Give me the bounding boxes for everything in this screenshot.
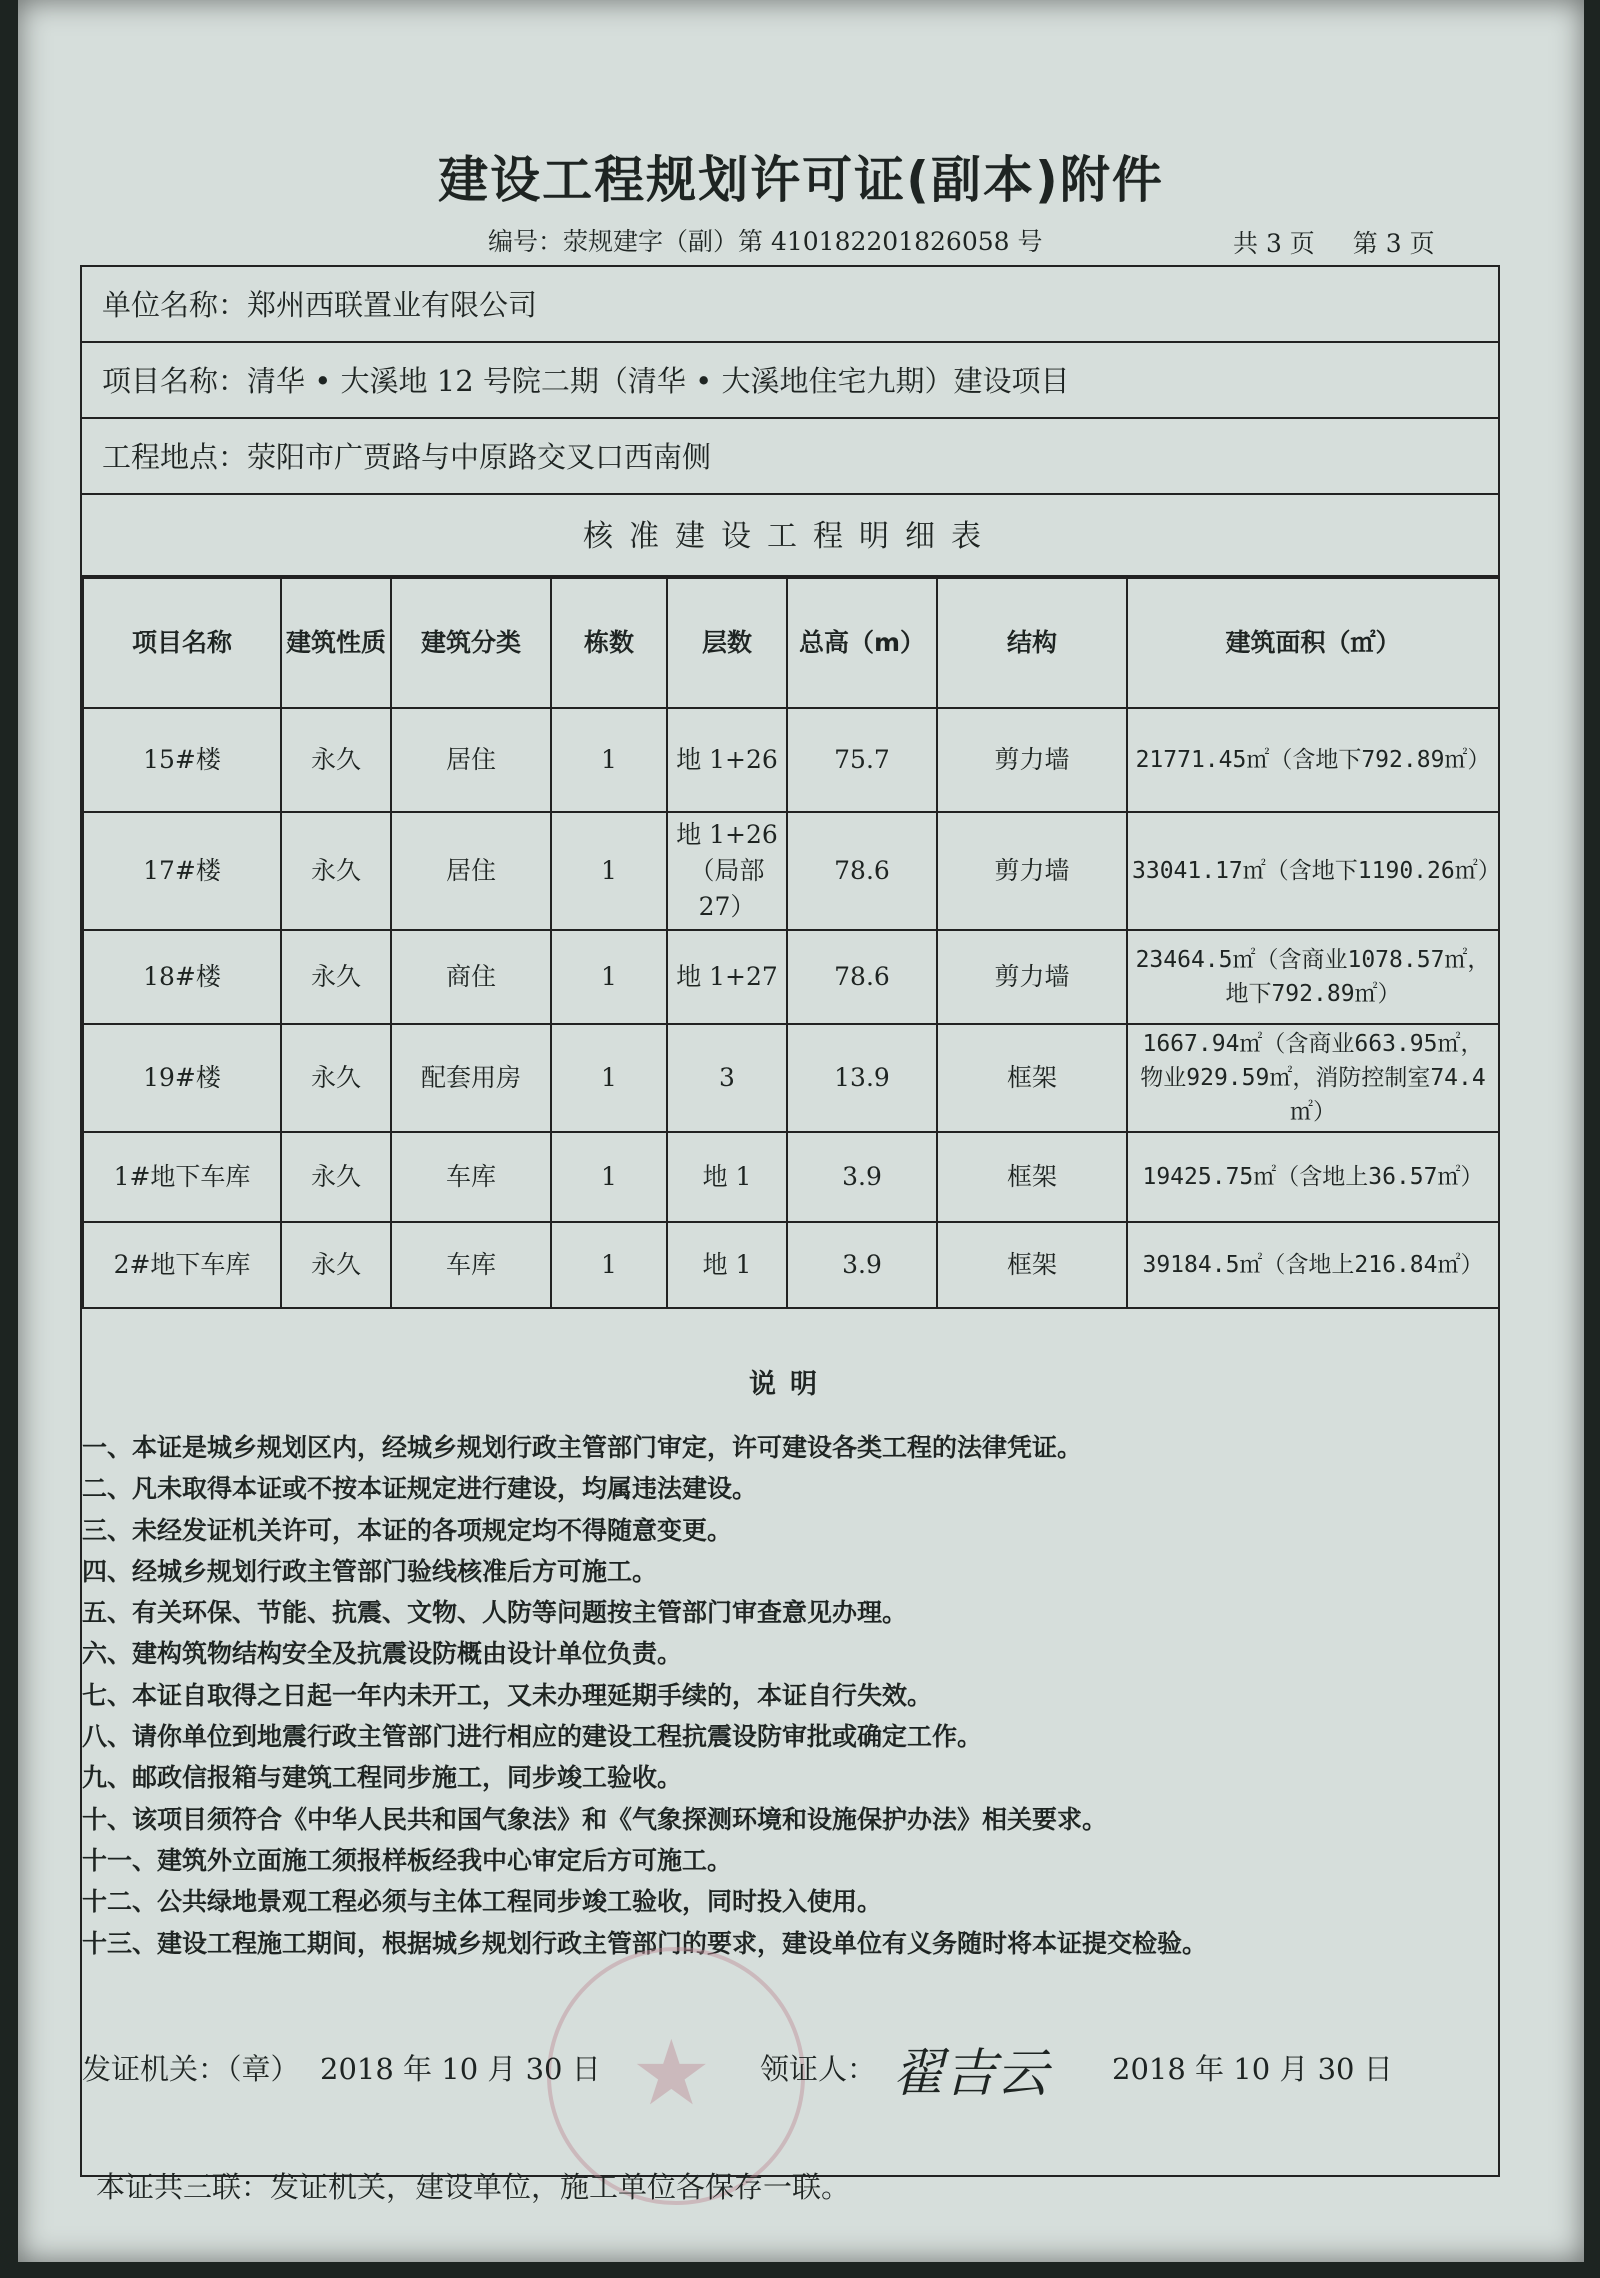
table-header-row (83, 578, 1499, 708)
cell-area: 19425.75㎡（含地上36.57㎡） (1127, 1132, 1499, 1222)
project-label: 项目名称： (102, 364, 248, 398)
notes-list (82, 1427, 1498, 1964)
cell-floors: 地 1 (667, 1132, 787, 1222)
document-page (18, 0, 1584, 2262)
list-item: 八、请你单位到地震行政主管部门进行相应的建设工程抗震设防审批或确定工作。 (82, 1722, 983, 1752)
list-item: 二、凡未取得本证或不按本证规定进行建设，均属违法建设。 (82, 1474, 758, 1504)
cell-floors: 地 1+26（局部27） (667, 812, 787, 930)
cell-name: 2#地下车库 (83, 1222, 281, 1308)
receiver-signature: 翟吉云 (892, 2044, 1049, 2104)
list-item: 四、经城乡规划行政主管部门验线核准后方可施工。 (82, 1556, 658, 1586)
header-project-name: 项目名称 (83, 578, 281, 708)
table-row (83, 1132, 1499, 1222)
permit-number: 编号：荥规建字（副）第 410182201826058 号 (488, 227, 1043, 256)
cell-structure: 框架 (937, 1222, 1127, 1308)
notes-title: 说明 (749, 1369, 831, 1400)
cell-area: 33041.17㎡（含地下1190.26㎡） (1127, 812, 1499, 930)
cell-name: 15#楼 (83, 708, 281, 812)
list-item: 五、有关环保、节能、抗震、文物、人防等问题按主管部门审查意见办理。 (82, 1598, 908, 1628)
cell-structure: 剪力墙 (937, 812, 1127, 930)
table-title: 核准建设工程明细表 (82, 497, 1498, 577)
cell-nature: 永久 (281, 812, 391, 930)
cell-count: 1 (551, 812, 667, 930)
cell-category: 车库 (391, 1132, 551, 1222)
cell-area: 21771.45㎡（含地下792.89㎡） (1127, 708, 1499, 812)
list-item: 九、邮政信报箱与建筑工程同步施工，同步竣工验收。 (82, 1763, 683, 1793)
cell-count: 1 (551, 930, 667, 1024)
cell-structure: 剪力墙 (937, 708, 1127, 812)
project-row (82, 343, 1498, 419)
cell-count: 1 (551, 1222, 667, 1308)
cell-structure: 框架 (937, 1024, 1127, 1132)
bottom-note: 本证共三联：发证机关，建设单位，施工单位各保存一联。 (96, 2170, 851, 2204)
table-row (83, 930, 1499, 1024)
cell-height: 78.6 (787, 812, 937, 930)
header-nature: 建筑性质 (281, 578, 391, 708)
cell-category: 商住 (391, 930, 551, 1024)
cell-count: 1 (551, 708, 667, 812)
cell-name: 19#楼 (83, 1024, 281, 1132)
receive-date: 2018 年 10 月 30 日 (1112, 2052, 1393, 2086)
cell-count: 1 (551, 1132, 667, 1222)
list-item: 一、本证是城乡规划区内，经城乡规划行政主管部门审定，许可建设各类工程的法律凭证。 (82, 1433, 1083, 1462)
list-item: 十一、建筑外立面施工须报样板经我中心审定后方可施工。 (82, 1845, 733, 1875)
location-row (82, 419, 1498, 495)
list-item: 十三、建设工程施工期间，根据城乡规划行政主管部门的要求，建设单位有义务随时将本证提交检验。 (82, 1928, 1208, 1958)
cell-height: 75.7 (787, 708, 937, 812)
cell-count: 1 (551, 1024, 667, 1132)
header-area: 建筑面积（㎡） (1127, 578, 1499, 708)
cell-height: 3.9 (787, 1222, 937, 1308)
list-item: 三、未经发证机关许可，本证的各项规定均不得随意变更。 (82, 1515, 733, 1545)
cell-height: 13.9 (787, 1024, 937, 1132)
unit-label: 单位名称： (102, 288, 248, 322)
document-title: 建设工程规划许可证(副本)附件 (438, 151, 1164, 209)
issue-footer (82, 2044, 1498, 2127)
cell-nature: 永久 (281, 708, 391, 812)
cell-category: 车库 (391, 1222, 551, 1308)
page-total: 共 3 页 (1233, 229, 1315, 258)
cell-floors: 地 1+27 (667, 930, 787, 1024)
location-value: 荥阳市广贾路与中原路交叉口西南侧 (247, 440, 712, 474)
cell-name: 1#地下车库 (83, 1132, 281, 1222)
issue-date: 2018 年 10 月 30 日 (320, 2052, 601, 2086)
cell-category: 配套用房 (391, 1024, 551, 1132)
cell-category: 居住 (391, 812, 551, 930)
cell-name: 18#楼 (83, 930, 281, 1024)
issuer-label: 发证机关：（章） (82, 2052, 300, 2086)
receiver-label: 领证人： (760, 2052, 877, 2086)
cell-area: 39184.5㎡（含地上216.84㎡） (1127, 1222, 1499, 1308)
cell-height: 78.6 (787, 930, 937, 1024)
list-item: 十二、公共绿地景观工程必须与主体工程同步竣工验收，同时投入使用。 (82, 1887, 883, 1917)
cell-area: 23464.5㎡（含商业1078.57㎡，地下792.89㎡） (1127, 930, 1499, 1024)
header-category: 建筑分类 (391, 578, 551, 708)
header-count: 栋数 (551, 578, 667, 708)
page-current: 第 3 页 (1352, 229, 1435, 258)
cell-nature: 永久 (281, 930, 391, 1024)
list-item: 十、该项目须符合《中华人民共和国气象法》和《气象探测环境和设施保护办法》相关要求。 (82, 1804, 1108, 1834)
cell-floors: 地 1+26 (667, 708, 787, 812)
project-value: 清华 • 大溪地 12 号院二期（清华 • 大溪地住宅九期）建设项目 (247, 364, 1070, 398)
table-row (83, 1222, 1499, 1308)
cell-nature: 永久 (281, 1222, 391, 1308)
list-item: 七、本证自取得之日起一年内未开工，又未办理延期手续的，本证自行失效。 (82, 1680, 933, 1710)
cell-nature: 永久 (281, 1132, 391, 1222)
list-item: 六、建构筑物结构安全及抗震设防概由设计单位负责。 (82, 1639, 683, 1669)
detail-table (82, 577, 1500, 1309)
cell-floors: 3 (667, 1024, 787, 1132)
cell-category: 居住 (391, 708, 551, 812)
cell-structure: 剪力墙 (937, 930, 1127, 1024)
table-row (83, 1024, 1499, 1132)
cell-nature: 永久 (281, 1024, 391, 1132)
table-row (83, 812, 1499, 930)
unit-value: 郑州西联置业有限公司 (247, 288, 538, 322)
header-floors: 层数 (667, 578, 787, 708)
cell-structure: 框架 (937, 1132, 1127, 1222)
cell-name: 17#楼 (83, 812, 281, 930)
cell-floors: 地 1 (667, 1222, 787, 1308)
header-height: 总高（m） (787, 578, 937, 708)
permit-frame (80, 265, 1500, 2177)
unit-row (82, 267, 1498, 343)
seal-star-icon: ★ (631, 2021, 712, 2126)
cell-area: 1667.94㎡（含商业663.95㎡，物业929.59㎡，消防控制室74.4㎡） (1127, 1024, 1499, 1132)
page-info (1233, 224, 1465, 260)
cell-height: 3.9 (787, 1132, 937, 1222)
table-row (83, 708, 1499, 812)
location-label: 工程地点： (102, 440, 248, 474)
header-structure: 结构 (937, 578, 1127, 708)
